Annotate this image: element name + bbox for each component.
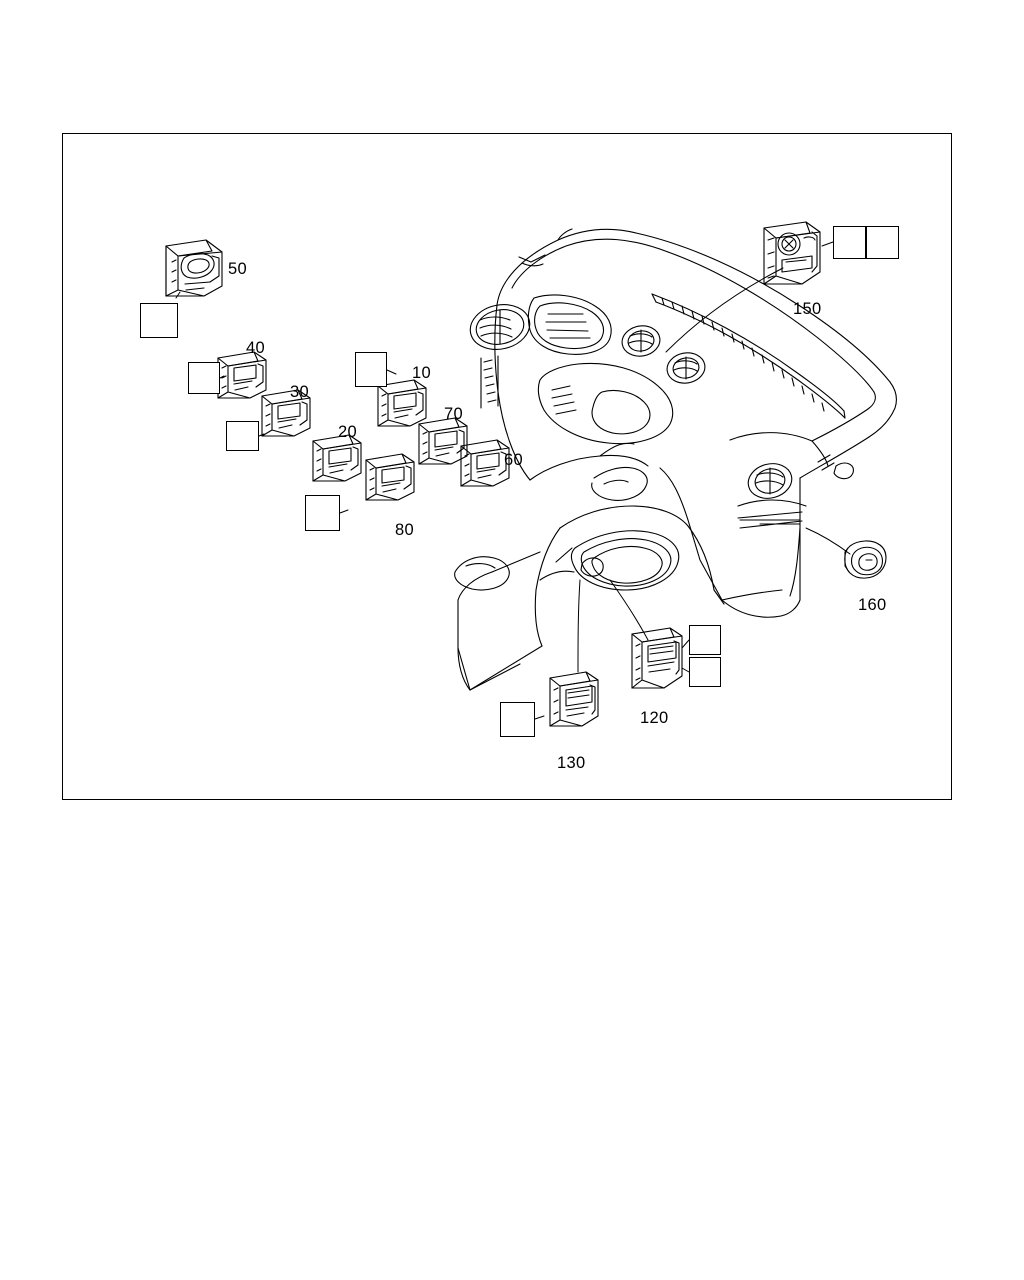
callout-10: 10: [412, 364, 431, 382]
callout-120: 120: [640, 709, 669, 727]
callout-160: 160: [858, 596, 887, 614]
callout-50: 50: [228, 260, 247, 278]
callout-40: 40: [246, 339, 265, 357]
hazard-warning-symbol-box: [833, 226, 866, 259]
central-locking-symbol-box: [866, 226, 899, 259]
callout-60: 60: [504, 451, 523, 469]
callout-80: 80: [395, 521, 414, 539]
vehicle-level-symbol-box: [226, 421, 259, 451]
esp-off-symbol-box: [355, 352, 387, 387]
callout-70: 70: [444, 405, 463, 423]
esp-symbol-box: [500, 702, 535, 737]
callout-130: 130: [557, 754, 586, 772]
callout-20: 20: [338, 423, 357, 441]
mirror-adjust-symbol-box: [689, 657, 721, 687]
callout-150: 150: [793, 300, 822, 318]
headlamp-symbol-box: [140, 303, 178, 338]
mirror-fold-symbol-box: [689, 625, 721, 655]
parktronic-off-symbol-box: [305, 495, 340, 531]
callout-30: 30: [290, 383, 309, 401]
seat-adjust-symbol-box: [188, 362, 220, 394]
